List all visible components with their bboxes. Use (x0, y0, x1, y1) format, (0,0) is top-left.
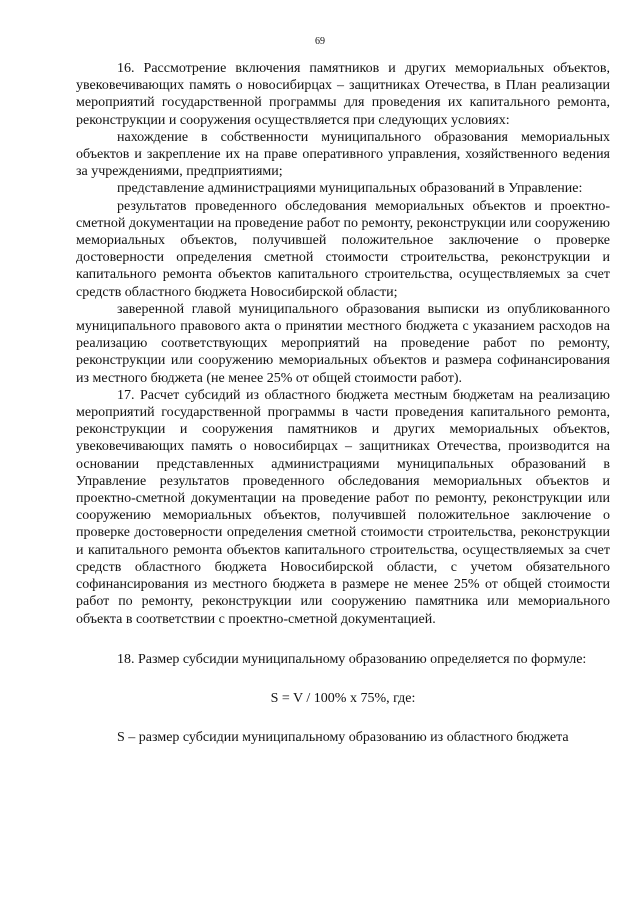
condition-submission: представление администрациями муниципальных образований в Управление: (117, 181, 583, 197)
formula-definition-s: S – размер субсидии муниципальному образованию из областного бюджета (117, 730, 569, 746)
paragraph-17-calculation: 17. Расчет субсидий из областного бюджета местным бюджетам на реализацию мероприятий государственной программы в части проведения капитального ремонта, реконструкции и сооружения памятников и других мемориальных объектов, увековечивающих память о новосибирцах – защитниках Отечества, производится на основании представленных администрациями муниципальных образований в Управление результатов проведенного обследования мемориальных объектов и проектно-сметной документации на проведение работ по ремонту, реконструкции или сооружению мемориальных объектов, получившей положительное заключение о проверке достоверности определения сметной стоимости строительства, реконструкции и капитального ремонта объектов капитального строительства, осуществляемых за счет средств областного бюджета Новосибирской области, с учетом обязательного софинансирования из местного бюджета в размере не менее 25% от общей стоимости работ по ремонту, реконструкции или сооружению памятника или мемориального объекта в соответствии с проектно-сметной документацией. (76, 387, 610, 627)
condition-ownership: нахождение в собственности муниципального образования мемориальных объектов и закрепление их на праве оперативного управления, хозяйственного ведения за учреждениями, предприятиями; (76, 129, 610, 180)
document-body (76, 60, 610, 746)
paragraph-16-intro: 16. Рассмотрение включения памятников и других мемориальных объектов, увековечивающих память о новосибирцах – защитниках Отечества, в План реализации мероприятий государственной программы для проведения их капитального ремонта, реконструкции и сооружения осуществляется при следующих условиях: (76, 61, 610, 128)
condition-survey-results: результатов проведенного обследования мемориальных объектов и проектно-сметной документации на проведение работ по ремонту, реконструкции или сооружению мемориальных объектов, получившей положительное заключение о проверке достоверности определения сметной стоимости строительства, реконструкции и капитального ремонта объектов капитального строительства, осуществляемых за счет средств областного бюджета Новосибирской области; (76, 198, 610, 300)
condition-budget-extract: заверенной главой муниципального образования выписки из опубликованного муниципального правового акта о принятии местного бюджета с указанием расходов на реализацию соответствующих мероприятий на проведение работ по ремонту, реконструкции или сооружению мемориальных объектов и размера софинансирования из местного бюджета (не менее 25% от общей стоимости работ). (76, 301, 610, 386)
subsidy-formula: S = V / 100% х 75%, где: (270, 690, 416, 706)
page-number: 69 (315, 36, 325, 47)
paragraph-18-size: 18. Размер субсидии муниципальному образованию определяется по формуле: (117, 651, 587, 667)
